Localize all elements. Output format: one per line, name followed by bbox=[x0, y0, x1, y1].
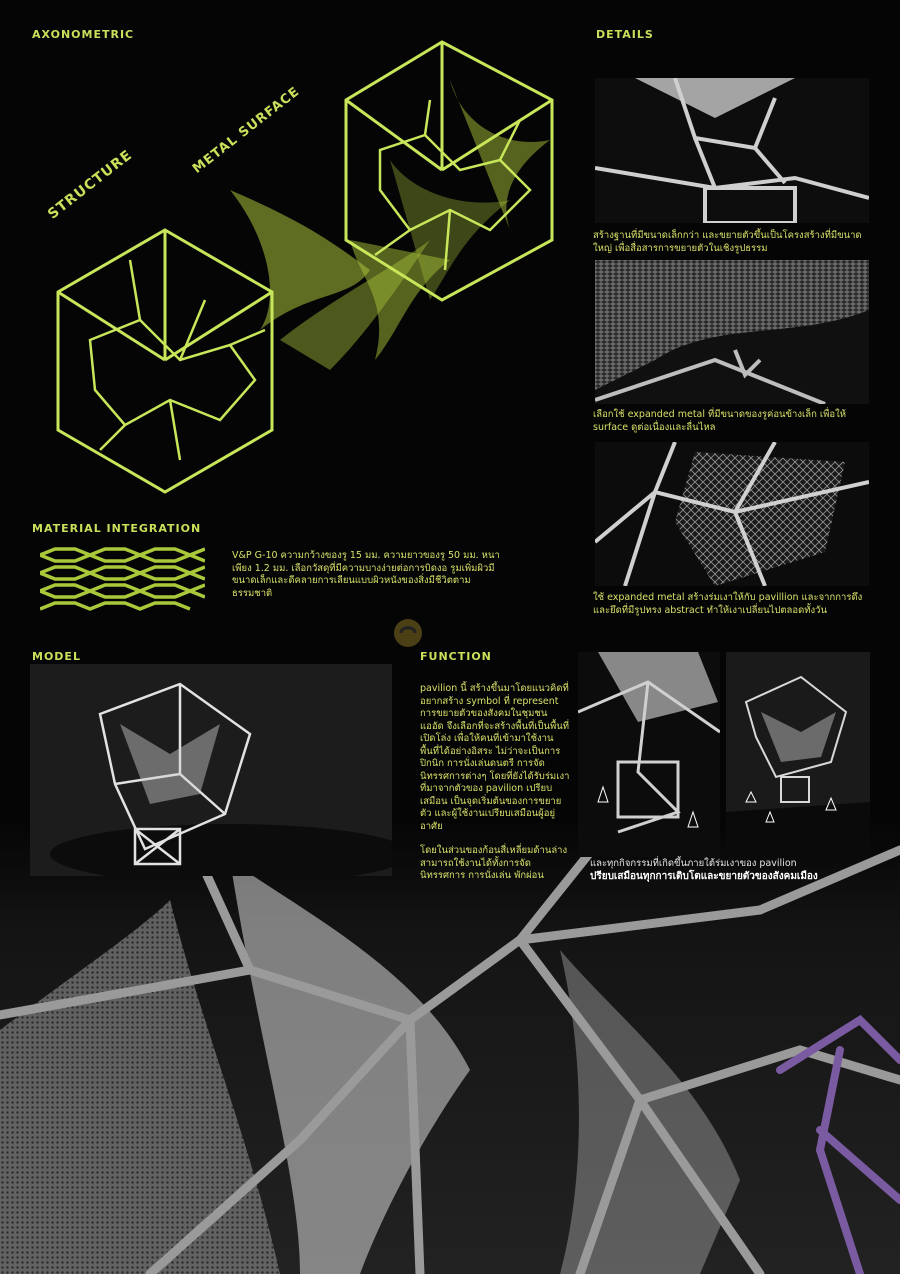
material-heading: MATERIAL INTEGRATION bbox=[32, 522, 202, 535]
detail-caption-3: ใช้ expanded metal สร้างร่มเงาให้กับ pavillion และจากการดึงและยึดที่มีรูปทรง abstract ทำให้เงาเปลี่ยนไปตลอดทั้งวัน bbox=[593, 592, 863, 616]
detail-caption-2: เลือกใช้ expanded metal ที่มีขนาดของรูค่อนข้างเล็ก เพื่อให้ surface ดูต่อเนื่องและลื่นไหล bbox=[593, 409, 846, 433]
structure-label: STRUCTURE bbox=[45, 147, 136, 223]
axonometric-drawing bbox=[30, 40, 590, 510]
background-render bbox=[0, 820, 900, 1274]
detail-photo-base bbox=[595, 78, 869, 223]
model-heading: MODEL bbox=[32, 650, 81, 663]
detail-photo-shade bbox=[595, 442, 869, 586]
function-heading: FUNCTION bbox=[420, 650, 492, 663]
shadow-photo-close bbox=[578, 652, 720, 857]
expanded-metal-pattern bbox=[40, 545, 205, 615]
details-heading: DETAILS bbox=[596, 28, 654, 41]
shadow-caption-1: และทุกกิจกรรมที่เกิดขึ้นภายใต้ร่มเงาของ pavilion bbox=[590, 858, 797, 869]
function-paragraph-1: pavilion นี้ สร้างขึ้นมาโดยแนวคิดที่อยากสร้าง symbol ที่ represent การขยายตัวของสังคมในชุมชนแออัด จึงเลือกที่จะสร้างพื้นที่เป็นพื้นที่เปิดโล่ง เพื่อให้คนที่เข้ามาใช้งานพื้นที่ได้อย่างอิสระ ไม่ว่าจะเป็นการปิกนิก การนั่งเล่นดนตรี การจัดนิทรรศการต่างๆ โดยที่ยังได้รับร่มเงาที่มาจากตัวของ pavilion เปรียบเสมือน เป็นจุดเริ่มต้นของการขยายตัว และผู้ใช้งานเปรียบเสมือนผู้อยู่อาศัย bbox=[420, 683, 570, 832]
shadow-caption-2: ปรียบเสมือนทุกการเติบโตและขยายตัวของสังคมเมือง bbox=[590, 871, 818, 882]
detail-photo-mesh bbox=[595, 260, 869, 404]
material-description: V&P G-10 ความกว้างของรู 15 มม. ความยาวของรู 50 มม. หนาเพียง 1.2 มม. เลือกวัสดุที่มีความบางง่ายต่อการบิดงอ รูมเพิ่มผิวมีขนาดเล็กและดีคลายการเลียนแบบผิวหนังของสิ่งมีชีวิตตามธรรมชาติ bbox=[232, 550, 500, 599]
model-photo bbox=[30, 664, 392, 876]
watermark-logo bbox=[393, 618, 423, 648]
detail-caption-1: สร้างฐานที่มีขนาดเล็กกว่า และขยายตัวขึ้นเป็นโครงสร้างที่มีขนาดใหญ่ เพื่อสื่อสารการขยายตัวในเชิงรูปธรรม bbox=[593, 230, 862, 254]
shadow-photo-overview bbox=[726, 652, 870, 857]
metal-surface-label: METAL SURFACE bbox=[190, 84, 303, 177]
function-paragraph-2: โดยในส่วนของก้อนสี่เหลี่ยมด้านล่างสามารถใช้งานได้ทั้งการจัดนิทรรศการ การนั่งเล่น พักผ่อน bbox=[420, 845, 568, 881]
axonometric-heading: AXONOMETRIC bbox=[32, 28, 135, 41]
